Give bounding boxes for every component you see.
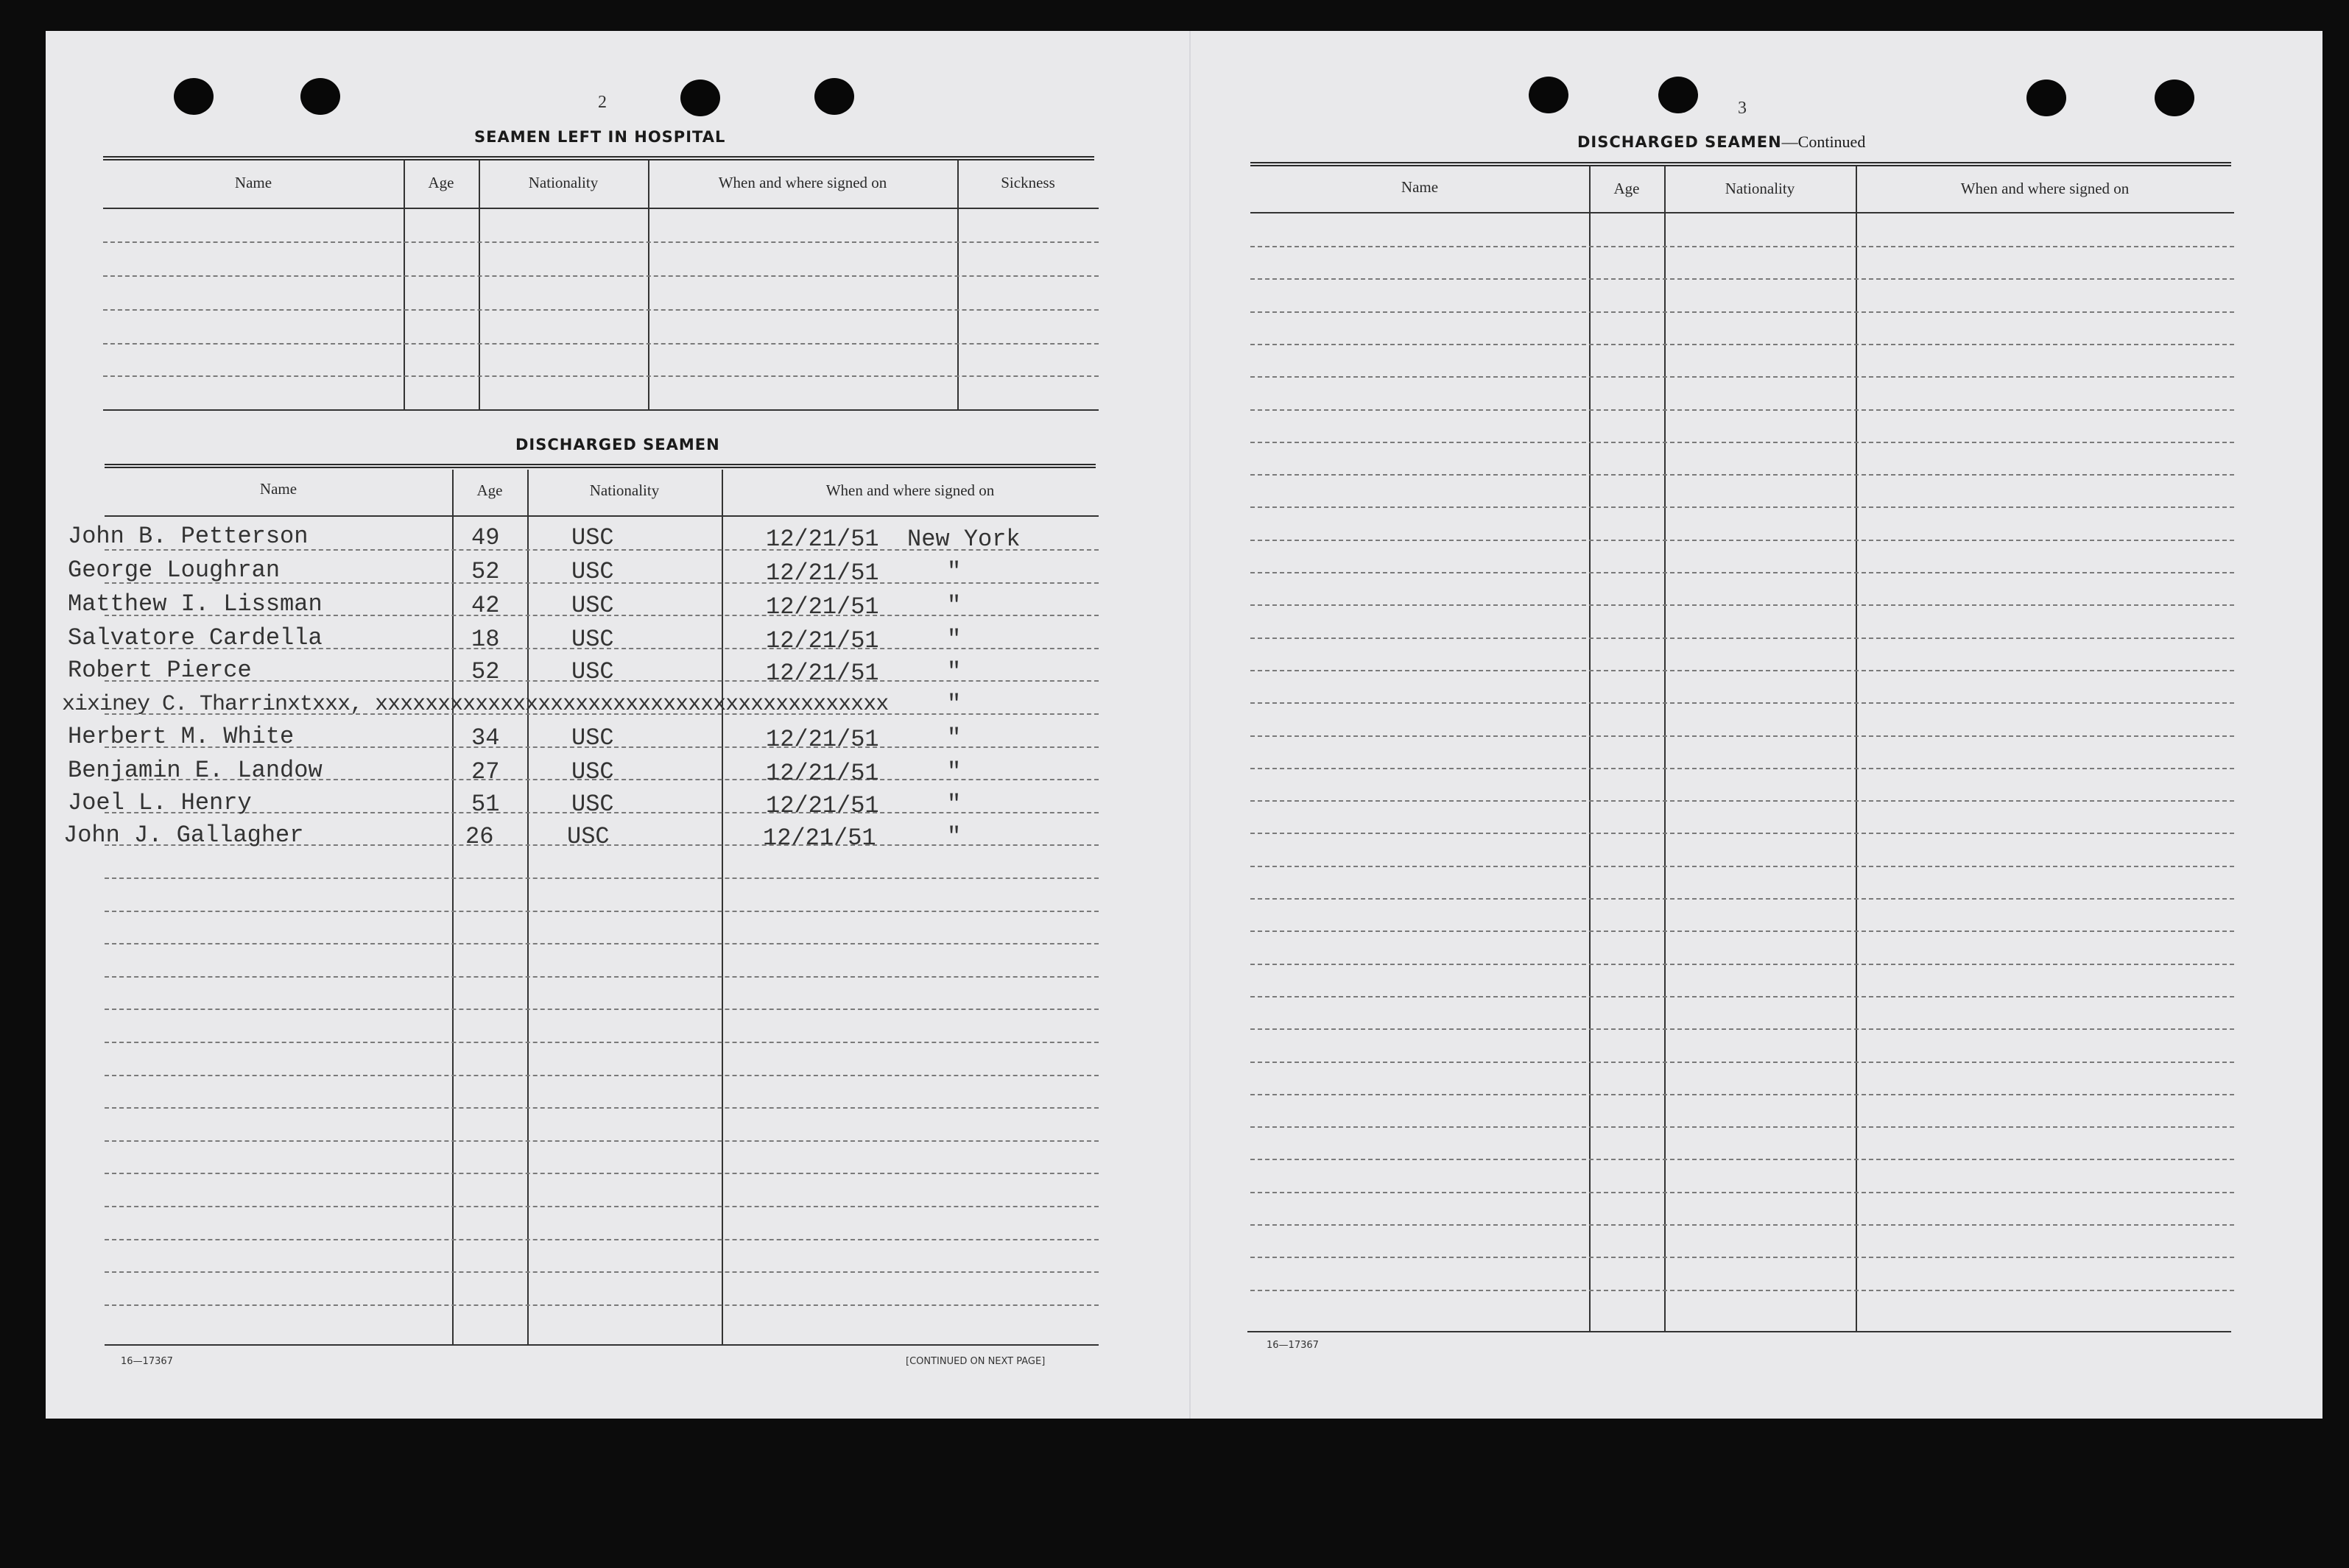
row-line <box>1250 1126 2234 1128</box>
seaman-age: 18 <box>471 626 500 653</box>
seaman-name: Herbert M. White <box>68 723 295 750</box>
seaman-age: 26 <box>465 823 494 850</box>
seaman-name: Joel L. Henry <box>68 789 252 816</box>
seaman-nationality: USC <box>571 626 614 653</box>
seaman-nationality: USC <box>571 791 614 818</box>
row-line <box>105 1042 1099 1043</box>
discharged-header-age: Age <box>476 481 503 499</box>
page-number-right: 3 <box>1738 99 1747 118</box>
hospital-row-line <box>103 343 1099 345</box>
form-number-right: 16—17367 <box>1267 1340 1319 1351</box>
struck-out-ditto: " <box>947 691 962 718</box>
document-sheet <box>46 31 2322 1419</box>
seaman-name: Matthew I. Lissman <box>68 590 323 618</box>
seaman-signed-place: " <box>947 758 962 785</box>
punch-hole <box>2026 80 2066 116</box>
right-header-age: Age <box>1613 180 1640 197</box>
seaman-signed-date: 12/21/51 <box>766 760 879 787</box>
row-line <box>1250 735 2234 737</box>
seaman-signed-date: 12/21/51 <box>766 559 879 587</box>
seaman-signed-date: 12/21/51 <box>766 593 879 621</box>
hospital-section-title: SEAMEN LEFT IN HOSPITAL <box>474 128 726 146</box>
punch-hole <box>1529 77 1568 113</box>
hospital-header-nationality: Nationality <box>528 174 599 191</box>
seaman-name: John J. Gallagher <box>63 822 304 849</box>
seaman-nationality: USC <box>571 524 614 551</box>
right-title-continued: —Continued <box>1781 133 1866 151</box>
row-line <box>105 877 1099 879</box>
row-line <box>1250 996 2234 997</box>
seaman-signed-date: 12/21/51 <box>763 824 876 852</box>
row-line <box>1250 572 2234 573</box>
row-line <box>1250 1028 2234 1030</box>
discharged-section-title: DISCHARGED SEAMEN <box>515 436 720 453</box>
hospital-header-name: Name <box>234 174 272 191</box>
hospital-col-divider <box>648 160 649 411</box>
punch-hole <box>300 78 340 115</box>
row-line <box>1250 1159 2234 1160</box>
row-line <box>1250 506 2234 508</box>
hospital-header-sickness: Sickness <box>1001 174 1055 191</box>
row-line <box>105 1009 1099 1010</box>
right-bottom-rule <box>1247 1331 2231 1332</box>
seaman-signed-date: 12/21/51 <box>766 792 879 819</box>
punch-hole <box>2155 80 2194 116</box>
right-header-nationality: Nationality <box>1725 180 1795 197</box>
form-number-left: 16—17367 <box>121 1356 173 1367</box>
hospital-header-age: Age <box>428 174 454 191</box>
discharged-top-rule <box>105 464 1096 468</box>
row-line <box>105 976 1099 978</box>
row-line <box>1250 800 2234 802</box>
seaman-nationality: USC <box>571 592 614 619</box>
right-top-rule <box>1250 162 2231 166</box>
row-line <box>1250 898 2234 900</box>
row-line <box>105 1304 1099 1306</box>
row-line <box>1250 702 2234 704</box>
seaman-nationality: USC <box>571 724 614 752</box>
seaman-signed-date: 12/21/51 <box>766 526 879 553</box>
row-line <box>105 1239 1099 1240</box>
row-line <box>1250 930 2234 932</box>
hospital-col-divider <box>404 160 405 411</box>
right-header-name: Name <box>1401 178 1439 196</box>
hospital-col-divider <box>479 160 480 411</box>
discharged-col-divider <box>722 470 723 1346</box>
hospital-row-line <box>103 275 1099 277</box>
seaman-signed-place: " <box>947 592 962 619</box>
seaman-name: George Loughran <box>68 557 281 584</box>
row-line <box>105 1206 1099 1207</box>
hospital-header-rule <box>103 208 1099 209</box>
row-line <box>1250 344 2234 345</box>
right-col-divider <box>1856 166 1857 1332</box>
seaman-signed-date: 12/21/51 <box>766 726 879 753</box>
seaman-age: 49 <box>471 524 500 551</box>
row-line <box>105 1271 1099 1273</box>
right-title-text: DISCHARGED SEAMEN <box>1577 133 1782 151</box>
seaman-age: 42 <box>471 592 500 619</box>
row-line <box>105 1075 1099 1076</box>
row-line <box>1250 409 2234 411</box>
right-header-signed-on: When and where signed on <box>1960 180 2130 197</box>
seaman-name: John B. Petterson <box>68 523 309 550</box>
seaman-age: 27 <box>471 758 500 785</box>
discharged-header-name: Name <box>259 480 297 498</box>
seaman-signed-date: 12/21/51 <box>766 660 879 687</box>
seaman-age: 52 <box>471 558 500 585</box>
seaman-signed-place: " <box>947 626 962 653</box>
row-line <box>1250 474 2234 476</box>
row-line <box>1250 376 2234 378</box>
row-line <box>1250 540 2234 541</box>
hospital-row-line <box>103 375 1099 377</box>
right-section-title <box>1577 133 1865 152</box>
seaman-signed-place: " <box>947 658 962 685</box>
row-line <box>1250 442 2234 443</box>
row-line <box>1250 638 2234 639</box>
seaman-signed-place: " <box>947 791 962 818</box>
seaman-age: 52 <box>471 658 500 685</box>
row-line <box>105 1107 1099 1109</box>
row-line <box>1250 246 2234 247</box>
row-line <box>1250 1062 2234 1063</box>
punch-hole <box>1658 77 1698 113</box>
seaman-name: Salvatore Cardella <box>68 624 323 651</box>
seaman-name: Robert Pierce <box>68 657 252 684</box>
row-line <box>1250 1224 2234 1226</box>
row-line <box>1250 1257 2234 1258</box>
discharged-col-divider <box>452 470 454 1346</box>
row-line <box>1250 866 2234 867</box>
right-header-rule <box>1250 212 2234 213</box>
row-line <box>105 911 1099 912</box>
row-line <box>1250 604 2234 606</box>
seaman-nationality: USC <box>571 558 614 585</box>
hospital-header-signed-on: When and where signed on <box>718 174 887 191</box>
page-fold <box>1189 31 1191 1419</box>
right-col-divider <box>1664 166 1666 1332</box>
continued-note: [CONTINUED ON NEXT PAGE] <box>906 1356 1046 1367</box>
hospital-row-line <box>103 241 1099 243</box>
row-line <box>105 1140 1099 1142</box>
row-line <box>105 1173 1099 1174</box>
hospital-row-line <box>103 309 1099 311</box>
seaman-nationality: USC <box>571 758 614 785</box>
seaman-signed-place: " <box>947 558 962 585</box>
seaman-age: 51 <box>471 791 500 818</box>
seaman-signed-place: " <box>947 823 962 850</box>
row-line <box>1250 964 2234 965</box>
seaman-signed-place: " <box>947 724 962 752</box>
discharged-header-rule <box>105 515 1099 517</box>
discharged-header-nationality: Nationality <box>589 481 660 499</box>
row-line <box>1250 833 2234 834</box>
row-line <box>1250 311 2234 313</box>
seaman-signed-place: New York <box>907 526 1021 553</box>
hospital-col-divider <box>957 160 959 411</box>
punch-hole <box>814 78 854 115</box>
row-line <box>1250 1192 2234 1193</box>
struck-out-entry: xixiney C. Tharrinxtxxx, xxxxxxxxxxxxxxxxxxxxxxxxxxxxxxxxxxxxxxxxx <box>62 692 889 717</box>
seaman-signed-date: 12/21/51 <box>766 627 879 654</box>
page-number-left: 2 <box>598 93 607 112</box>
discharged-col-divider <box>527 470 529 1346</box>
right-col-divider <box>1589 166 1591 1332</box>
discharged-bottom-rule <box>105 1344 1099 1346</box>
punch-hole <box>680 80 720 116</box>
row-line <box>1250 670 2234 671</box>
row-line <box>1250 1094 2234 1095</box>
seaman-name: Benjamin E. Landow <box>68 757 323 784</box>
hospital-top-rule <box>103 156 1094 160</box>
punch-hole <box>174 78 214 115</box>
row-line <box>1250 768 2234 769</box>
seaman-nationality: USC <box>567 823 610 850</box>
row-line <box>1250 278 2234 280</box>
seaman-nationality: USC <box>571 658 614 685</box>
row-line <box>105 943 1099 944</box>
discharged-header-signed-on: When and where signed on <box>825 481 995 499</box>
hospital-bottom-rule <box>103 409 1099 411</box>
row-line <box>1250 1290 2234 1291</box>
seaman-age: 34 <box>471 724 500 752</box>
